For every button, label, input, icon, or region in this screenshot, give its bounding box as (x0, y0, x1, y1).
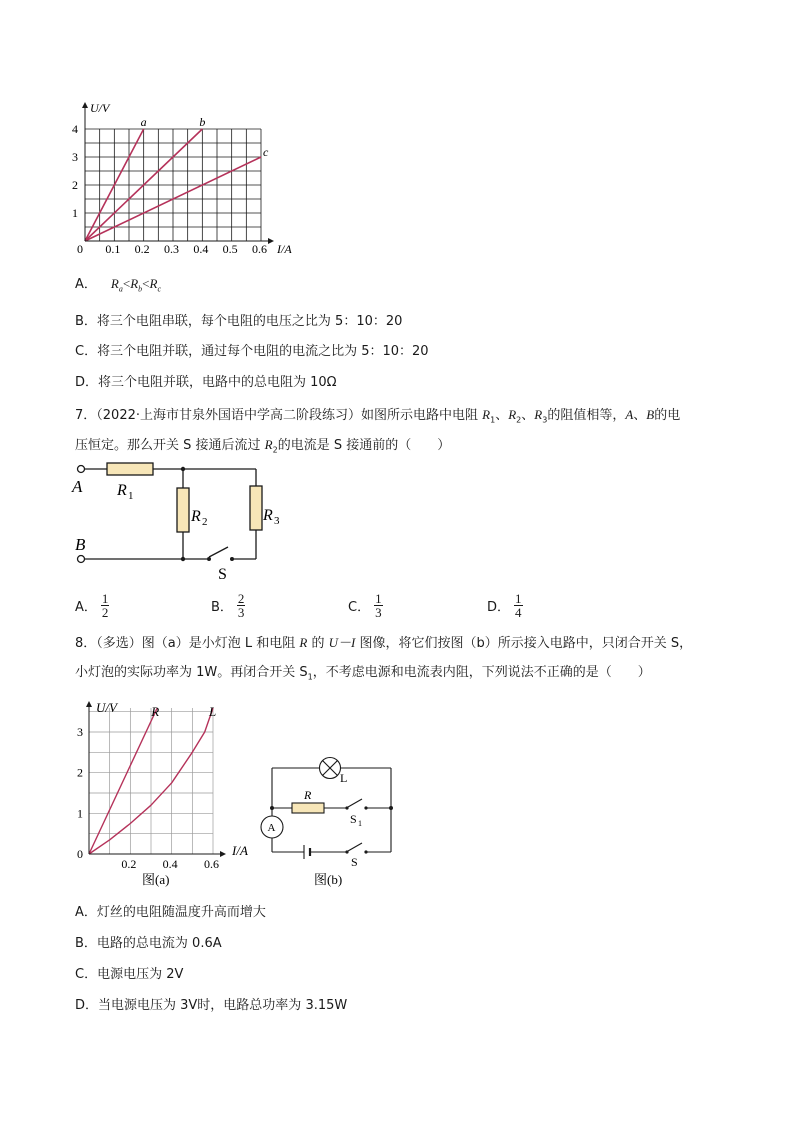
switch-s (209, 547, 228, 557)
denominator: 3 (237, 605, 245, 620)
x-tick-label: 0.1 (105, 242, 121, 256)
q7-option-c[interactable] (348, 592, 383, 619)
resistor-r2 (177, 488, 189, 532)
graph-a-origin: 0 (77, 847, 83, 861)
graph-a-caption: 图(a) (142, 872, 170, 887)
lt-sign-2: < (142, 276, 150, 291)
y-tick-label: 3 (72, 150, 78, 164)
label-switch-s: S (218, 566, 227, 583)
resistor-r (292, 803, 324, 813)
q6-option-a[interactable] (75, 275, 161, 299)
graph-1-y-arrow (82, 102, 88, 108)
q7-text-b: 的阻值相等， (547, 408, 626, 423)
graph-1-line-c-label: c (263, 145, 269, 159)
numerator: 1 (515, 591, 522, 606)
r3-symbol: R (534, 407, 543, 422)
r1-symbol: R (482, 407, 491, 422)
q8-text-c: 图像，将它们按图（b）所示接入电路中，只闭合开关 S， (355, 636, 693, 651)
q7-source: （2022·上海市甘泉外国语中学高二阶段练习） (96, 408, 361, 423)
numerator: 1 (375, 591, 382, 606)
ammeter-label: A (267, 822, 276, 834)
q6-option-b[interactable]: B．将三个电阻串联，每个电阻的电压之比为 5：10：20 (75, 314, 403, 329)
fraction (374, 592, 383, 619)
x-tick-label: 0.2 (121, 857, 137, 871)
q8-option-d[interactable]: D．当电源电压为 3V时，电路总功率为 3.15W (75, 998, 348, 1013)
denominator: 3 (375, 605, 382, 620)
q7-text-a: 如图所示电路中电阻 (361, 408, 483, 423)
circuit-label-a: A (72, 477, 83, 496)
sub-a: a (118, 284, 123, 294)
graph-a-r-label: R (151, 704, 160, 719)
graph-1-grid (85, 129, 261, 241)
terminal-b: B (646, 407, 655, 422)
q7-option-d-label: D． (487, 600, 511, 615)
graph-a-l-label: L (209, 704, 217, 719)
y-tick-label: 2 (77, 765, 83, 780)
graph-a-x-label: I/A (232, 843, 248, 858)
denominator: 2 (101, 605, 109, 620)
q7-text-e: 的电流是 S 接通前的（ ） (277, 438, 451, 453)
r3-sub: 3 (542, 415, 548, 425)
resistor-r1 (107, 463, 153, 475)
graph-a-y-arrow (86, 701, 92, 707)
graph-a-y-label: U/V (96, 700, 117, 715)
r2-symbol: R (264, 437, 273, 452)
q7-option-b-label: B． (211, 600, 233, 615)
q7-option-c-label: C． (348, 600, 371, 615)
circuit-b-caption: 图(b) (314, 872, 343, 887)
fraction (514, 592, 523, 619)
q6-option-d[interactable]: D．将三个电阻并联，电路中的总电阻为 10Ω (75, 375, 337, 390)
label-r2-sub: 2 (202, 516, 208, 528)
r-symbol: R (149, 276, 158, 291)
q8-text-d: 小灯泡的实际功率为 1W。再闭合开关 S (75, 665, 308, 680)
x-tick-label: 0.6 (204, 857, 219, 871)
q7-circuit-diagram (70, 458, 290, 588)
y-tick-label: 4 (72, 122, 78, 136)
sub-b: b (138, 284, 143, 294)
q7-stem-line-1 (75, 406, 680, 430)
terminal-b-node (78, 556, 85, 563)
sep: 、 (495, 408, 509, 423)
graph-1-x-arrow (268, 238, 274, 244)
q7-text-d: 压恒定。那么开关 S 接通后流过 (75, 438, 265, 453)
sep: 、 (521, 408, 535, 423)
fraction (101, 592, 110, 619)
q8-stem-line-1 (75, 634, 692, 653)
x-tick-label: 0.5 (222, 242, 238, 256)
r-symbol: R (299, 635, 308, 650)
circuit-label-r: R (304, 788, 312, 802)
q8-option-c[interactable]: C．电源电压为 2V (75, 967, 184, 982)
r-symbol: R (110, 276, 119, 291)
circuit-label-l: L (340, 771, 348, 785)
series-line-r (89, 708, 157, 854)
fraction (237, 592, 246, 619)
q8-graph-a (72, 698, 272, 892)
label-r1-sub: 1 (128, 490, 134, 502)
q7-number: 7． (75, 408, 97, 423)
label-r3-sub: 3 (274, 515, 280, 527)
graph-1-line-b-label: b (199, 115, 206, 129)
y-tick-label: 2 (72, 178, 78, 192)
label-r2: R (191, 508, 201, 525)
sub-c: c (157, 284, 162, 294)
graph-1-line-a-label: a (140, 115, 147, 129)
lt-sign-1: < (122, 276, 131, 291)
numerator: 1 (101, 591, 109, 606)
q7-option-a-label: A． (75, 600, 97, 615)
q7-option-d[interactable] (487, 592, 523, 619)
q7-option-a[interactable] (75, 592, 109, 619)
q8-text-e: ，不考虑电源和电流表内阻，下列说法不正确的是（ ） (312, 665, 651, 680)
y-tick-label: 1 (72, 206, 78, 220)
graph-1-y-label: U/V (90, 101, 110, 115)
graph-1-origin: 0 (77, 242, 83, 256)
q7-text-c: 的电 (654, 408, 681, 423)
label-r3: R (263, 507, 273, 524)
numerator: 2 (237, 591, 245, 606)
terminal-a: A (625, 407, 634, 422)
switch-s1 (348, 799, 362, 807)
label-r1: R (117, 482, 127, 499)
q8-text-b: 的 (307, 636, 329, 651)
r-symbol: R (130, 276, 139, 291)
circuit-label-s1: S (350, 812, 357, 826)
s1-sub: 1 (307, 672, 313, 682)
q8-stem-line-2 (75, 664, 651, 687)
q8-option-b[interactable]: B．电路的总电流为 0.6A (75, 936, 222, 951)
y-tick-label: 1 (77, 806, 83, 821)
x-tick-label: 0.4 (193, 242, 209, 256)
q7-option-b[interactable] (211, 592, 245, 619)
circuit-label-s: S (351, 855, 358, 869)
r2-sub: 2 (516, 415, 522, 425)
y-tick-label: 3 (77, 725, 83, 739)
q6-option-c[interactable]: C．将三个电阻并联，通过每个电阻的电流之比为 5：10：20 (75, 344, 429, 359)
ui-symbol: U－I (328, 635, 356, 650)
graph-a-x-arrow (220, 851, 226, 857)
graph-1-ui (65, 95, 305, 260)
switch-s (348, 843, 362, 851)
graph-1-x-label: I/A (277, 242, 292, 256)
q8-option-a[interactable]: A．灯丝的电阻随温度升高而增大 (75, 905, 266, 920)
x-tick-label: 0.6 (252, 242, 267, 256)
x-tick-label: 0.4 (162, 857, 178, 871)
terminal-a-node (78, 466, 85, 473)
x-tick-label: 0.3 (164, 242, 179, 256)
circuit-label-s1-sub: 1 (358, 819, 362, 828)
q7-stem-line-2 (75, 436, 450, 460)
x-tick-label: 0.2 (134, 242, 150, 256)
q6-option-a-label: A． (75, 277, 97, 292)
r2-symbol: R (508, 407, 517, 422)
r1-sub: 1 (490, 415, 496, 425)
r2-sub: 2 (272, 445, 278, 455)
circuit-label-b: B (75, 535, 86, 554)
graph-a-grid (89, 708, 213, 854)
resistor-r3 (250, 486, 262, 530)
denominator: 4 (515, 605, 522, 620)
q8-circuit-b (258, 752, 398, 892)
q8-text-a: 8．（多选）图（a）是小灯泡 L 和电阻 (75, 636, 300, 651)
sep: 、 (633, 408, 647, 423)
